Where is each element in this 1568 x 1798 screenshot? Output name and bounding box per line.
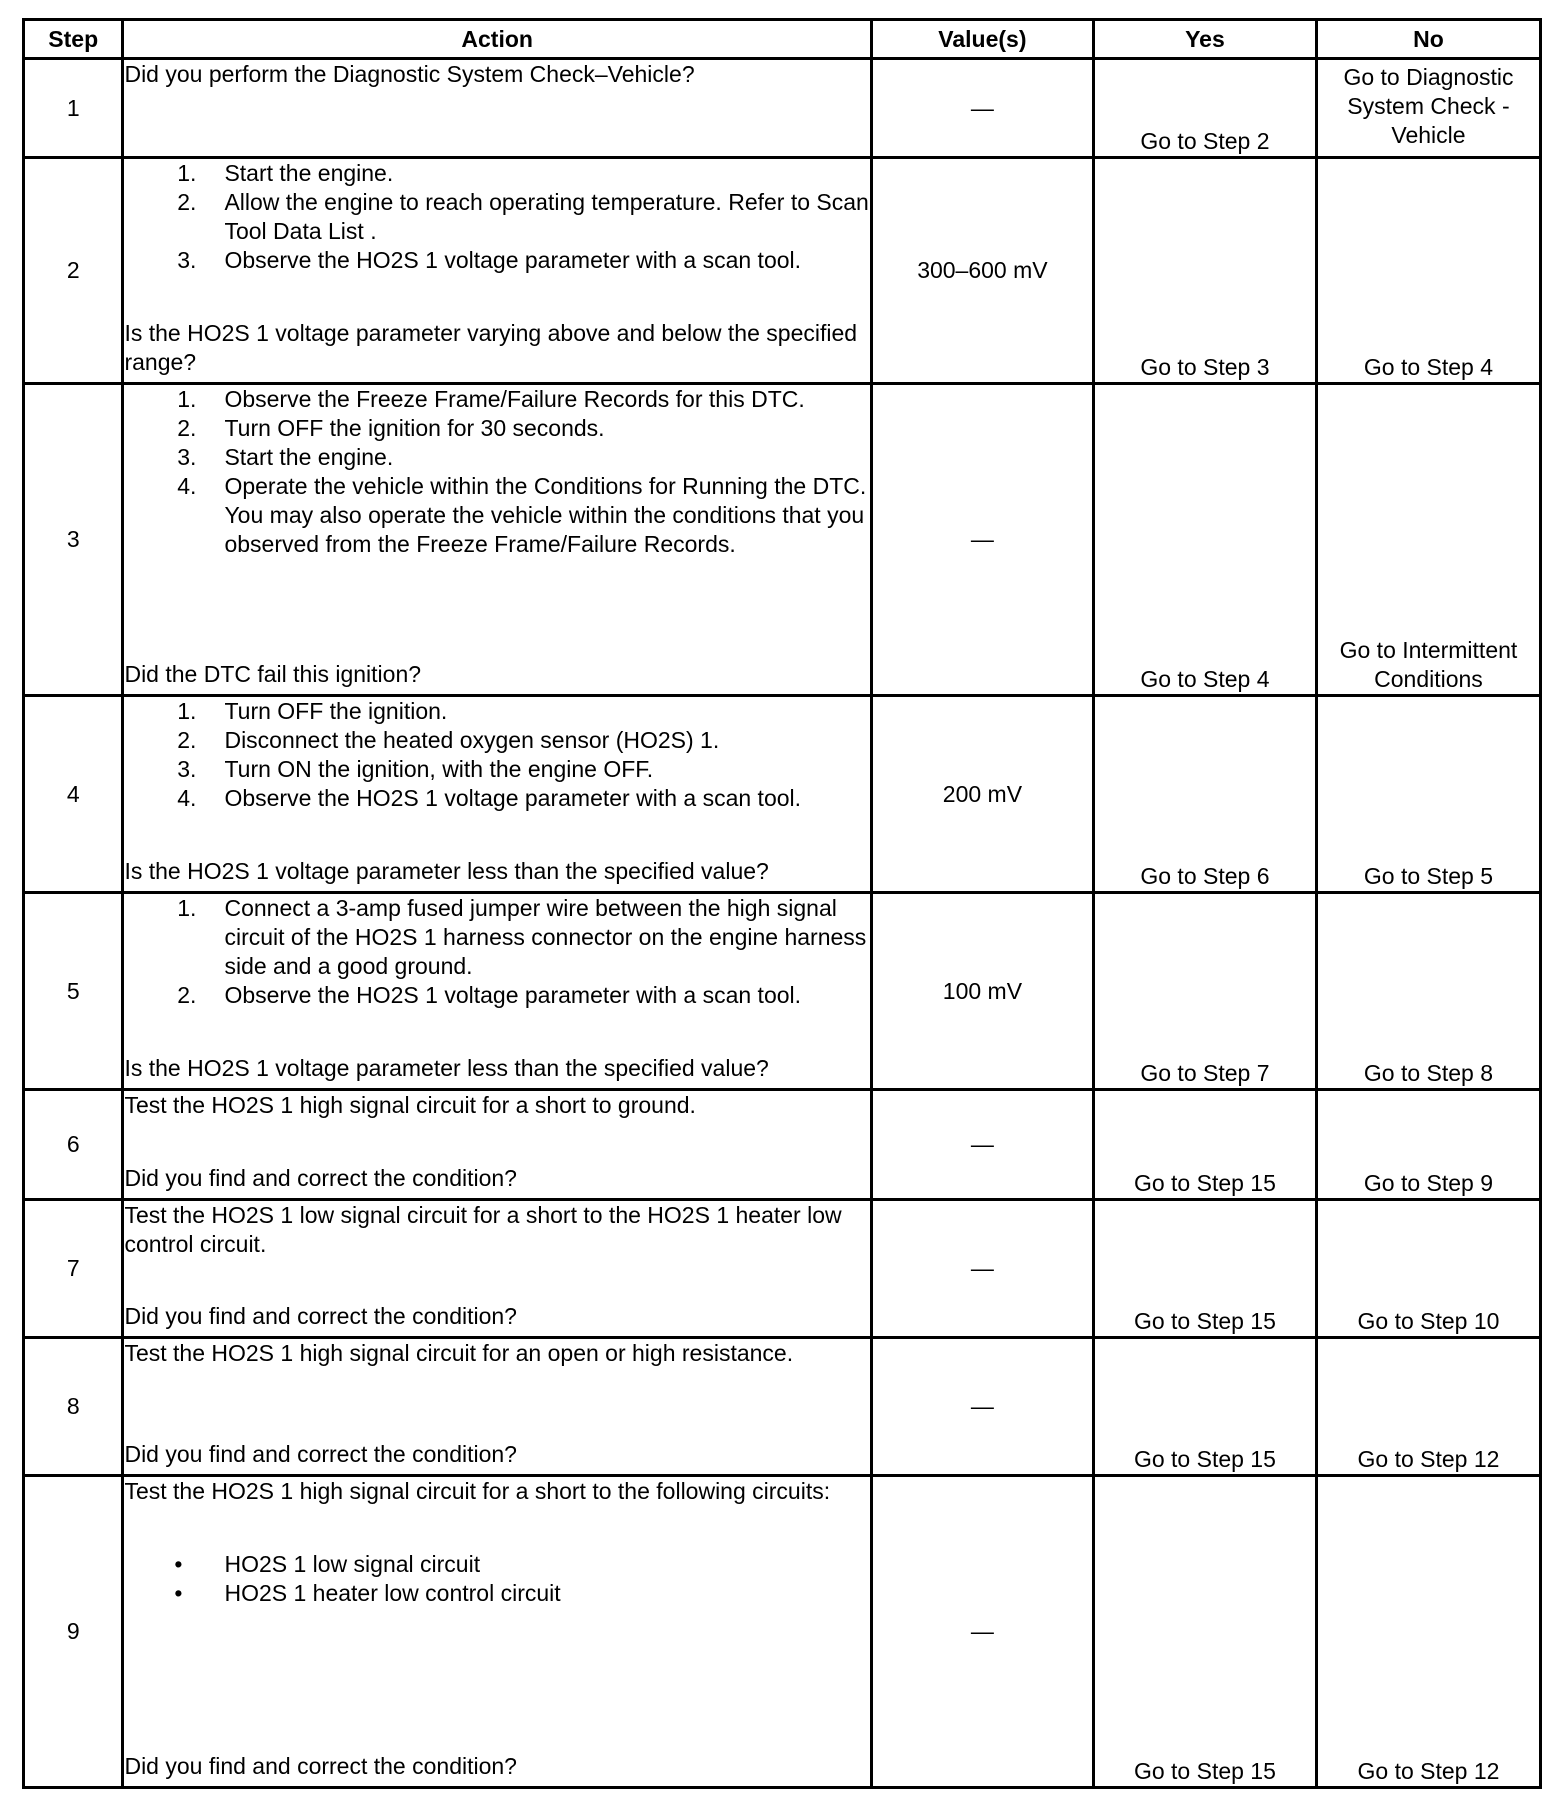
- yes-link[interactable]: Go to Step 6: [1093, 696, 1316, 893]
- list-item: 4. Observe the HO2S 1 voltage parameter with a scan tool.: [177, 785, 802, 811]
- table-row: [24, 384, 1541, 696]
- table-row: [24, 1090, 1541, 1200]
- header-values: Value(s): [871, 20, 1093, 59]
- list-item: 2. Allow the engine to reach operating temperature. Refer to Scan Tool Data List .: [177, 189, 869, 244]
- header-no: No: [1316, 20, 1540, 59]
- value-cell: 300–600 mV: [871, 158, 1093, 384]
- no-link[interactable]: Go to Step 8: [1316, 893, 1540, 1090]
- no-link[interactable]: Go to Diagnostic System Check - Vehicle: [1316, 59, 1540, 158]
- value-cell: —: [871, 1090, 1093, 1200]
- table-row: [24, 696, 1541, 893]
- action-question: Is the HO2S 1 voltage parameter less than the specified value?: [124, 858, 769, 884]
- value-cell: —: [871, 384, 1093, 696]
- no-link[interactable]: Go to Step 4: [1316, 158, 1540, 384]
- step-number: 6: [24, 1090, 123, 1200]
- yes-link[interactable]: Go to Step 15: [1093, 1476, 1316, 1788]
- list-item: 2. Disconnect the heated oxygen sensor (HO2S) 1.: [177, 727, 720, 753]
- value-cell: —: [871, 1200, 1093, 1338]
- action-cell: [123, 1090, 871, 1200]
- diagnostic-table-page: [22, 18, 1542, 1789]
- no-link[interactable]: Go to Step 12: [1316, 1476, 1540, 1788]
- list-item: 2. Turn OFF the ignition for 30 seconds.: [177, 415, 605, 441]
- header-yes: Yes: [1093, 20, 1316, 59]
- yes-link[interactable]: Go to Step 15: [1093, 1200, 1316, 1338]
- diagnostic-table: [22, 18, 1542, 1789]
- yes-link[interactable]: Go to Step 4: [1093, 384, 1316, 696]
- list-item: • HO2S 1 low signal circuit: [174, 1551, 481, 1577]
- action-question: Is the HO2S 1 voltage parameter less than the specified value?: [124, 1055, 769, 1081]
- step-number: 9: [24, 1476, 123, 1788]
- yes-link[interactable]: Go to Step 15: [1093, 1338, 1316, 1476]
- value-cell: —: [871, 59, 1093, 158]
- list-item: 1. Connect a 3-amp fused jumper wire between the high signal circuit of the HO2S 1 harness connector on the engine harness side and a good ground.: [177, 895, 867, 979]
- no-link[interactable]: Go to Step 12: [1316, 1338, 1540, 1476]
- action-cell: [123, 696, 871, 893]
- procedure-list: [124, 159, 869, 275]
- action-question: Did you find and correct the condition?: [124, 1165, 517, 1191]
- step-number: 1: [24, 59, 123, 158]
- list-item: 3. Observe the HO2S 1 voltage parameter with a scan tool.: [177, 247, 802, 273]
- action-cell: [123, 1338, 871, 1476]
- yes-link[interactable]: Go to Step 3: [1093, 158, 1316, 384]
- action-question: Is the HO2S 1 voltage parameter varying above and below the specified range?: [124, 320, 858, 375]
- table-row: [24, 1338, 1541, 1476]
- table-row: [24, 893, 1541, 1090]
- list-item: 4. Operate the vehicle within the Conditions for Running the DTC. You may also operate the vehicle within the conditions that you observed from the Freeze Frame/Failure Records.: [177, 473, 867, 557]
- table-row: [24, 59, 1541, 158]
- table-row: [24, 1200, 1541, 1338]
- header-action: Action: [123, 20, 871, 59]
- list-item: 1. Observe the Freeze Frame/Failure Records for this DTC.: [177, 386, 805, 412]
- list-item: 3. Turn ON the ignition, with the engine OFF.: [177, 756, 654, 782]
- no-link[interactable]: Go to Step 10: [1316, 1200, 1540, 1338]
- action-question: Did the DTC fail this ignition?: [124, 661, 422, 687]
- action-intro: Test the HO2S 1 low signal circuit for a short to the HO2S 1 heater low control circuit.: [124, 1202, 842, 1257]
- action-cell: [123, 384, 871, 696]
- action-cell: [123, 1476, 871, 1788]
- step-number: 3: [24, 384, 123, 696]
- list-item: 2. Observe the HO2S 1 voltage parameter with a scan tool.: [177, 982, 802, 1008]
- step-number: 8: [24, 1338, 123, 1476]
- value-cell: 100 mV: [871, 893, 1093, 1090]
- step-number: 7: [24, 1200, 123, 1338]
- step-number: 5: [24, 893, 123, 1090]
- value-cell: 200 mV: [871, 696, 1093, 893]
- header-step: Step: [24, 20, 123, 59]
- yes-link[interactable]: Go to Step 15: [1093, 1090, 1316, 1200]
- action-cell: [123, 1200, 871, 1338]
- action-intro: Did you perform the Diagnostic System Check–Vehicle?: [124, 61, 695, 87]
- yes-link[interactable]: Go to Step 2: [1093, 59, 1316, 158]
- no-link[interactable]: Go to Step 5: [1316, 696, 1540, 893]
- list-item: 3. Start the engine.: [177, 444, 394, 470]
- table-header-row: [24, 20, 1541, 59]
- no-link[interactable]: Go to Intermittent Conditions: [1316, 384, 1540, 696]
- action-intro: Test the HO2S 1 high signal circuit for a short to the following circuits:: [124, 1478, 831, 1504]
- yes-link[interactable]: Go to Step 7: [1093, 893, 1316, 1090]
- action-intro: Test the HO2S 1 high signal circuit for an open or high resistance.: [124, 1340, 794, 1366]
- table-row: [24, 1476, 1541, 1788]
- action-cell: [123, 893, 871, 1090]
- procedure-list: [124, 894, 869, 1010]
- step-number: 2: [24, 158, 123, 384]
- list-item: 1. Turn OFF the ignition.: [177, 698, 448, 724]
- action-cell: [123, 158, 871, 384]
- list-item: • HO2S 1 heater low control circuit: [174, 1580, 561, 1606]
- step-number: 4: [24, 696, 123, 893]
- procedure-list: [124, 697, 869, 813]
- value-cell: —: [871, 1476, 1093, 1788]
- procedure-list: [124, 385, 869, 559]
- table-row: [24, 158, 1541, 384]
- action-question: Did you find and correct the condition?: [124, 1753, 517, 1779]
- circuit-list: [124, 1550, 869, 1608]
- action-intro: Test the HO2S 1 high signal circuit for a short to ground.: [124, 1092, 696, 1118]
- no-link[interactable]: Go to Step 9: [1316, 1090, 1540, 1200]
- action-question: Did you find and correct the condition?: [124, 1303, 517, 1329]
- list-item: 1. Start the engine.: [177, 160, 394, 186]
- value-cell: —: [871, 1338, 1093, 1476]
- action-question: Did you find and correct the condition?: [124, 1441, 517, 1467]
- action-cell: [123, 59, 871, 158]
